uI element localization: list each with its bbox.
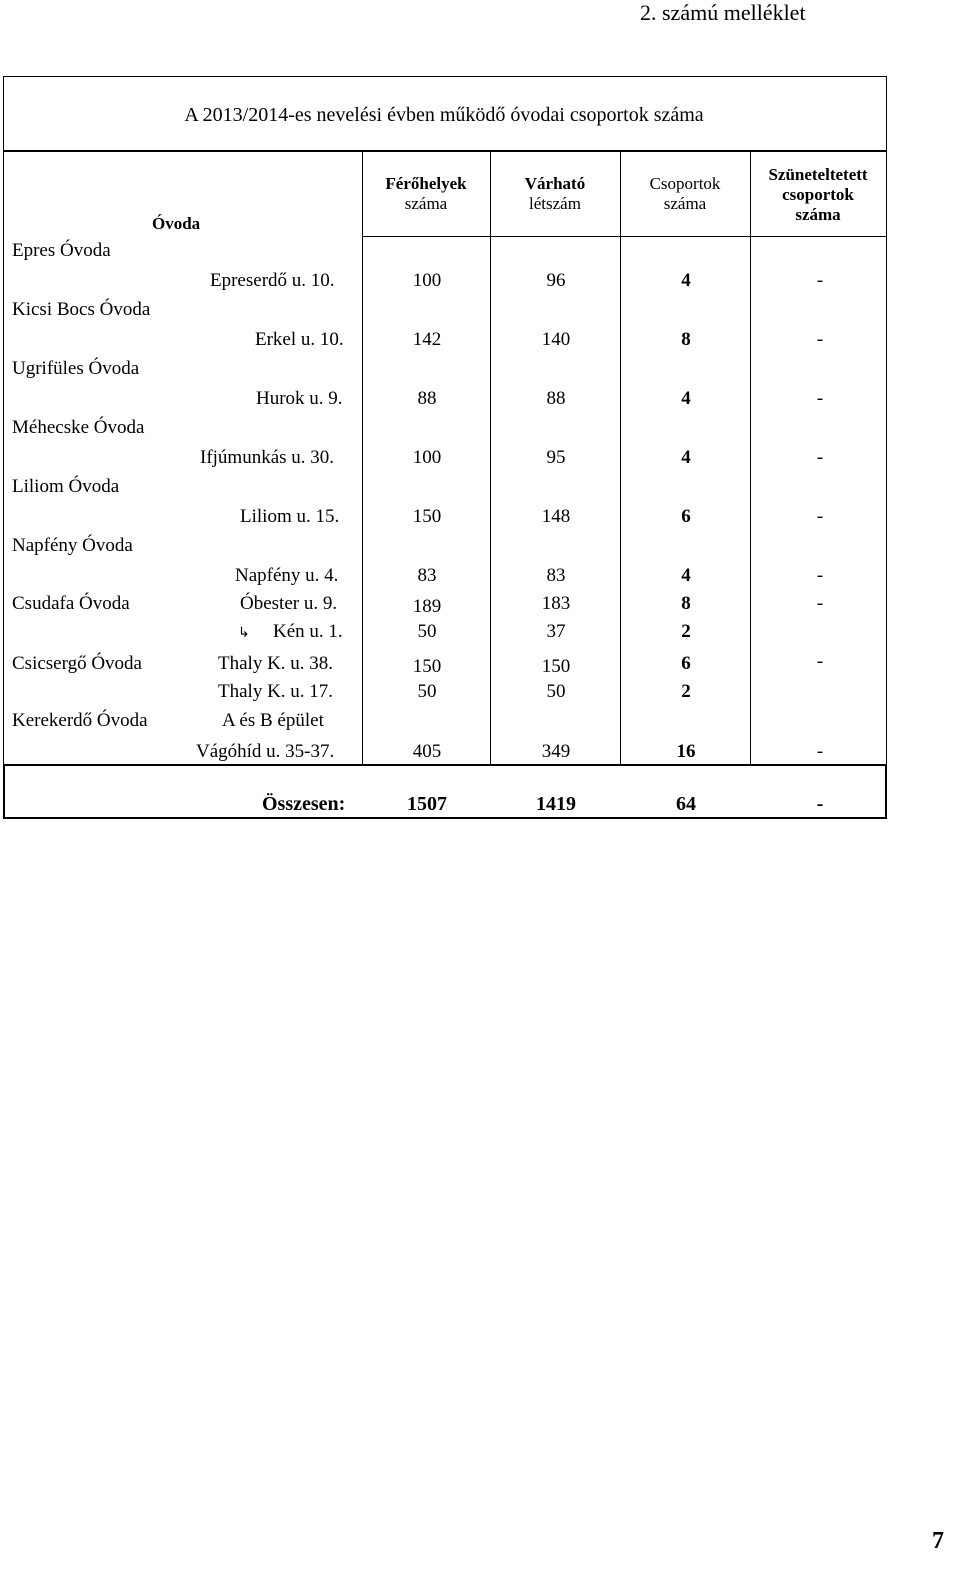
groups-value: 2 bbox=[681, 621, 691, 642]
kindergarten-address: Thaly K. u. 17. bbox=[218, 681, 334, 702]
capacity-value: 83 bbox=[417, 565, 437, 586]
expected-value: 37 bbox=[546, 621, 566, 642]
header-ovoda: Óvoda bbox=[152, 214, 201, 233]
header-varhato bbox=[490, 174, 620, 214]
groups-value: 4 bbox=[681, 388, 691, 409]
suspended-value: - bbox=[816, 565, 824, 586]
suspended-value: - bbox=[816, 593, 824, 614]
totals-left-border bbox=[3, 764, 5, 818]
kindergarten-name: Kerekerdő Óvoda bbox=[12, 710, 148, 731]
suspended-value: - bbox=[816, 741, 824, 762]
header-szuneteltetett-line2: csoportok bbox=[782, 185, 854, 204]
expected-value: 148 bbox=[541, 506, 571, 527]
kindergarten-name: Csicsergő Óvoda bbox=[12, 653, 142, 674]
kindergarten-address: Vágóhíd u. 35-37. bbox=[196, 741, 335, 762]
expected-value: 140 bbox=[541, 329, 571, 350]
kindergarten-name: Csudafa Óvoda bbox=[12, 593, 130, 614]
capacity-value: 142 bbox=[412, 329, 442, 350]
header-varhato-line2: létszám bbox=[529, 194, 581, 213]
header-csoportok bbox=[620, 174, 750, 214]
suspended-value: - bbox=[816, 506, 824, 527]
totals-right-border bbox=[885, 764, 887, 818]
kindergarten-address: Óbester u. 9. bbox=[240, 593, 338, 614]
kindergarten-name: Liliom Óvoda bbox=[12, 476, 120, 497]
kindergarten-address: Liliom u. 15. bbox=[240, 506, 340, 527]
title-divider bbox=[3, 150, 887, 152]
suspended-value: - bbox=[816, 270, 824, 291]
suspended-value: - bbox=[816, 651, 824, 672]
groups-value: 4 bbox=[681, 565, 691, 586]
building-note: A és B épület bbox=[222, 710, 324, 731]
expected-value: 88 bbox=[546, 388, 566, 409]
col-divider-3 bbox=[620, 150, 621, 764]
expected-value: 96 bbox=[546, 270, 566, 291]
expected-value: 83 bbox=[546, 565, 566, 586]
totals-expected: 1419 bbox=[536, 793, 576, 815]
groups-value: 2 bbox=[681, 681, 691, 702]
groups-value: 6 bbox=[681, 506, 691, 527]
capacity-value: 150 bbox=[412, 506, 442, 527]
groups-value: 4 bbox=[681, 447, 691, 468]
header-szuneteltetett-line3: száma bbox=[795, 205, 841, 224]
header-varhato-line1: Várható bbox=[524, 174, 586, 193]
kindergarten-name: Napfény Óvoda bbox=[12, 535, 133, 556]
col-divider-2 bbox=[490, 150, 491, 764]
col-divider-4 bbox=[750, 150, 751, 764]
capacity-value: 100 bbox=[412, 270, 442, 291]
groups-value: 6 bbox=[681, 653, 691, 674]
totals-bottom-border bbox=[3, 817, 887, 819]
groups-value: 16 bbox=[676, 741, 696, 762]
kindergarten-address: Ifjúmunkás u. 30. bbox=[200, 447, 335, 468]
kindergarten-name: Kicsi Bocs Óvoda bbox=[12, 299, 151, 320]
capacity-value: 50 bbox=[417, 621, 437, 642]
header-ferohelyek-line1: Férőhelyek bbox=[385, 174, 467, 193]
capacity-value: 50 bbox=[417, 681, 437, 702]
kindergarten-name: Ugrifüles Óvoda bbox=[12, 358, 140, 379]
header-csoportok-line2: száma bbox=[663, 194, 707, 213]
expected-value: 150 bbox=[541, 656, 571, 677]
capacity-value: 150 bbox=[412, 656, 442, 677]
kindergarten-address: Hurok u. 9. bbox=[256, 388, 343, 409]
groups-value: 8 bbox=[681, 593, 691, 614]
kindergarten-name: Méhecske Óvoda bbox=[12, 417, 145, 438]
col-divider-1 bbox=[362, 150, 363, 764]
suspended-value: - bbox=[816, 388, 824, 409]
annex-label: 2. számú melléklet bbox=[640, 0, 806, 25]
suspended-value: - bbox=[816, 447, 824, 468]
totals-label: Összesen: bbox=[262, 793, 346, 815]
capacity-value: 88 bbox=[417, 388, 437, 409]
totals-capacity: 1507 bbox=[407, 793, 447, 815]
kindergarten-address: Thaly K. u. 38. bbox=[218, 653, 334, 674]
header-ferohelyek-line2: száma bbox=[404, 194, 448, 213]
expected-value: 95 bbox=[546, 447, 566, 468]
groups-value: 8 bbox=[681, 329, 691, 350]
capacity-value: 189 bbox=[412, 596, 442, 617]
page-number: 7 bbox=[932, 1528, 944, 1554]
header-ferohelyek bbox=[362, 174, 490, 214]
expected-value: 349 bbox=[541, 741, 571, 762]
totals-suspended: - bbox=[816, 793, 824, 815]
kindergarten-address: Erkel u. 10. bbox=[255, 329, 344, 350]
header-szuneteltetett bbox=[750, 165, 886, 225]
groups-value: 4 bbox=[681, 270, 691, 291]
header-szuneteltetett-line1: Szüneteltetett bbox=[768, 165, 868, 184]
kindergarten-address: Kén u. 1. bbox=[273, 621, 343, 642]
expected-value: 183 bbox=[541, 593, 571, 614]
expected-value: 50 bbox=[546, 681, 566, 702]
branch-arrow-icon: ↳ bbox=[238, 625, 250, 641]
capacity-value: 100 bbox=[412, 447, 442, 468]
table-bottom-divider bbox=[3, 764, 887, 766]
totals-groups: 64 bbox=[676, 793, 696, 815]
kindergarten-name: Epres Óvoda bbox=[12, 240, 111, 261]
kindergarten-address: Napfény u. 4. bbox=[235, 565, 339, 586]
page-title: A 2013/2014-es nevelési évben működő óvodai csoportok száma bbox=[184, 104, 704, 126]
capacity-value: 405 bbox=[412, 741, 442, 762]
header-bottom-divider bbox=[362, 236, 886, 237]
kindergarten-address: Epreserdő u. 10. bbox=[210, 270, 335, 291]
suspended-value: - bbox=[816, 329, 824, 350]
header-csoportok-line1: Csoportok bbox=[649, 174, 721, 193]
